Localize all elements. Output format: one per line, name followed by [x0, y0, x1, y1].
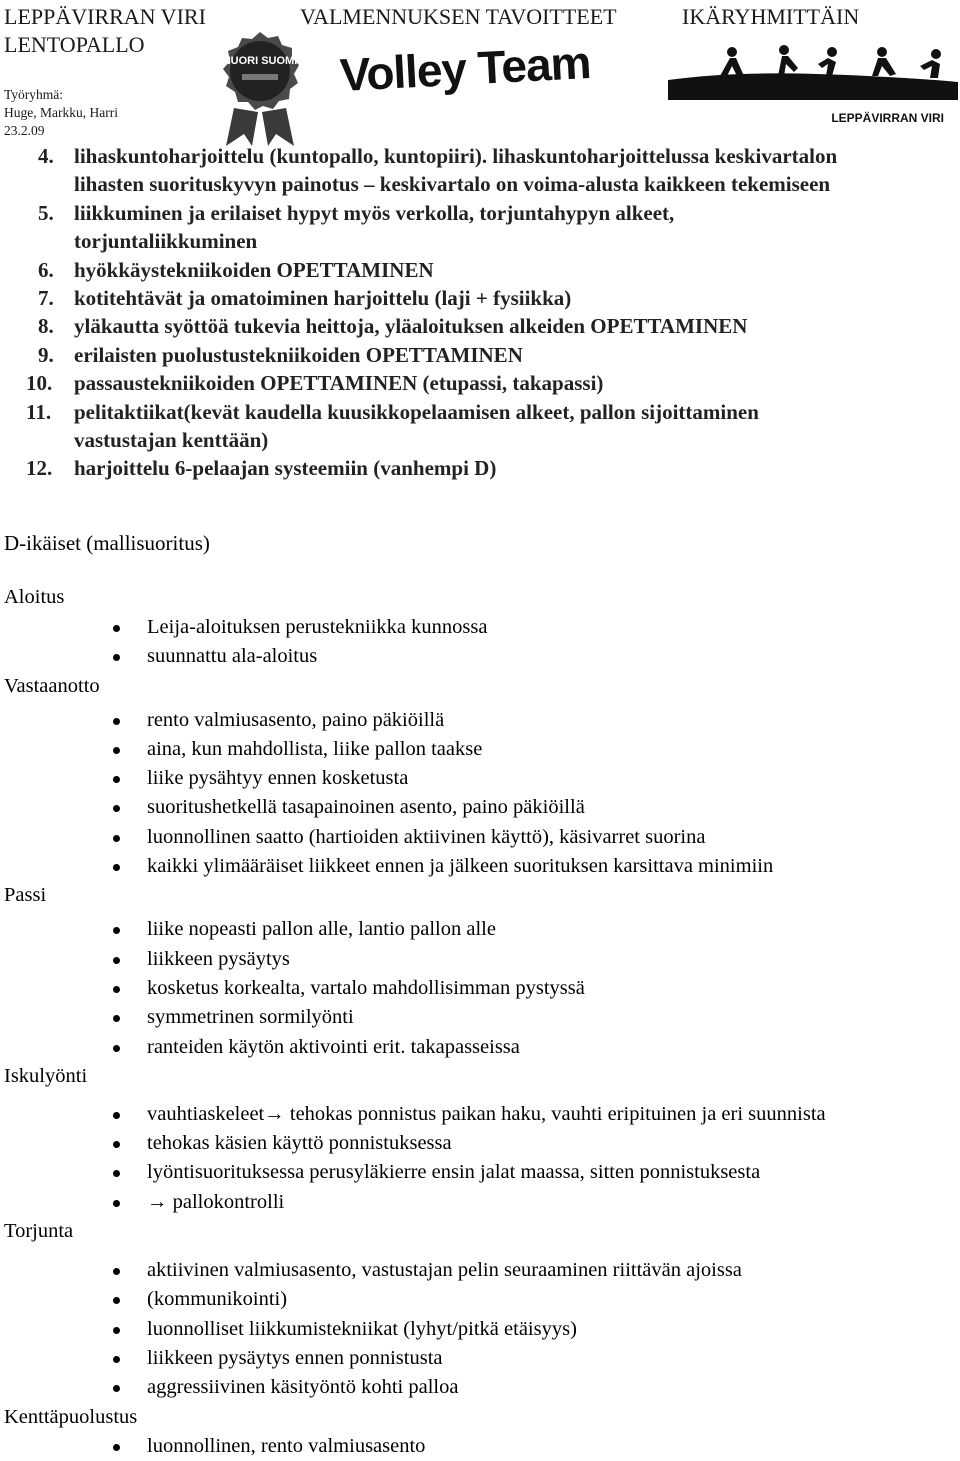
- bullet-item: suoritushetkellä tasapainoinen asento, paino päkiöillä: [0, 793, 960, 822]
- goal-number: 6.: [38, 257, 54, 282]
- bullet-item: kaikki ylimääräiset liikkeet ennen ja jälkeen suorituksen karsittava minimiin: [0, 852, 960, 881]
- bullet-item: vauhtiaskeleet→ tehokas ponnistus paikan haku, vauhti eripituinen ja eri suunnista: [0, 1100, 960, 1129]
- bullet-item: rento valmiusasento, paino päkiöillä: [0, 706, 960, 735]
- goal-text-line: vastustajan kenttään): [74, 428, 269, 453]
- goal-text-line: passaustekniikoiden OPETTAMINEN (etupassi, takapassi): [74, 371, 604, 396]
- bullet-item: kosketus korkealta, vartalo mahdollisimman pystyssä: [0, 974, 960, 1003]
- bullet-item: suunnattu ala-aloitus: [0, 642, 960, 671]
- goal-list-item: [0, 454, 960, 482]
- goal-text-line: lihasten suorituskyvyn painotus – keskivartalo on voima-alusta kaikkeen tekemiseen: [74, 172, 831, 197]
- goal-text-line: lihaskuntoharjoittelu (kuntopallo, kuntopiiri). lihaskuntoharjoittelussa keskivartalon: [74, 144, 838, 168]
- category-item-list: [0, 613, 960, 672]
- goal-text-line: harjoittelu 6-pelaajan systeemiin (vanhempi D): [74, 456, 497, 481]
- goal-text-line: erilaisten puolustustekniikoiden OPETTAMINEN: [74, 342, 523, 367]
- goal-text-line: kotitehtävät ja omatoiminen harjoittelu (laji + fysiikka): [74, 286, 572, 311]
- goal-number: 5.: [38, 200, 54, 225]
- goal-list-item: [0, 341, 960, 369]
- category-heading: Iskulyönti: [4, 1064, 88, 1087]
- bullet-item: luonnollinen saatto (hartioiden aktiivinen käyttö), käsivarret suorina: [0, 823, 960, 852]
- category-item-list: [0, 1256, 960, 1402]
- category-item-list: [0, 915, 960, 1061]
- bullet-item: (kommunikointi): [0, 1285, 960, 1314]
- training-goals-list: [0, 142, 960, 483]
- workgroup-members: Huge, Markku, Harri: [4, 105, 118, 120]
- bullet-item: symmetrinen sormilyönti: [0, 1003, 960, 1032]
- doc-title-age-groups: IKÄRYHMITTÄIN: [682, 4, 860, 29]
- bullet-item: luonnollinen, rento valmiusasento: [0, 1432, 960, 1461]
- category-item-list: [0, 1432, 960, 1461]
- goal-number: 4.: [38, 144, 54, 168]
- bullet-item: tehokas käsien käyttö ponnistuksessa: [0, 1129, 960, 1158]
- category-heading: Kenttäpuolustus: [4, 1405, 138, 1428]
- goal-list-item: [0, 284, 960, 312]
- workgroup-label: Työryhmä:: [4, 87, 64, 102]
- goal-list-item: [0, 256, 960, 284]
- goal-list-item: [0, 312, 960, 340]
- club-sport: LENTOPALLO: [4, 32, 145, 57]
- goal-text-line: yläkautta syöttöä tukevia heittoja, yläaloituksen alkeiden OPETTAMINEN: [74, 314, 748, 339]
- bullet-item: liikkeen pysäytys ennen ponnistusta: [0, 1344, 960, 1373]
- goal-text-line: torjuntaliikkuminen: [74, 229, 258, 254]
- goal-text-line: hyökkäystekniikoiden OPETTAMINEN: [74, 257, 434, 282]
- volley-team-logo: Volley Team: [338, 35, 592, 101]
- bullet-item: → pallokontrolli: [0, 1188, 960, 1217]
- category-heading: Vastaanotto: [4, 674, 100, 697]
- category-heading: Passi: [4, 884, 47, 907]
- bullet-item: aina, kun mahdollista, liike pallon taakse: [0, 735, 960, 764]
- bullet-item: luonnolliset liikkumistekniikat (lyhyt/pitkä etäisyys): [0, 1315, 960, 1344]
- goal-text-line: liikkuminen ja erilaiset hypyt myös verkolla, torjuntahypyn alkeet,: [74, 200, 675, 225]
- badge-logo-text: NUORI SUOMI: [222, 55, 298, 67]
- goal-number: 8.: [38, 314, 54, 339]
- category-heading: Aloitus: [4, 586, 65, 608]
- goal-number: 10.: [26, 371, 53, 396]
- category-item-list: [0, 706, 960, 882]
- skill-categories: [0, 583, 960, 1461]
- doc-title: VALMENNUKSEN TAVOITTEET: [300, 4, 617, 29]
- bullet-item: Leija-aloituksen perustekniikka kunnossa: [0, 613, 960, 642]
- goal-list-item: [0, 199, 960, 256]
- goal-number: 12.: [26, 456, 53, 481]
- bullet-item: aggressiivinen käsityöntö kohti palloa: [0, 1373, 960, 1402]
- leppavirran-viri-logo: [668, 42, 958, 128]
- bullet-item: ranteiden käytön aktivointi erit. takapasseissa: [0, 1033, 960, 1062]
- club-logo-text: LEPPÄVIRRAN VIRI: [831, 111, 944, 125]
- category-item-list: [0, 1100, 960, 1217]
- goal-number: 7.: [38, 286, 54, 311]
- bullet-item: liikkeen pysäytys: [0, 945, 960, 974]
- goal-list-item: [0, 398, 960, 455]
- nuori-suomi-logo: [220, 30, 300, 148]
- goal-text-line: pelitaktiikat(kevät kaudella kuusikkopelaamisen alkeet, pallon sijoittaminen: [74, 399, 759, 424]
- bullet-item: lyöntisuorituksessa perusyläkierre ensin jalat maassa, sitten ponnistuksesta: [0, 1158, 960, 1187]
- category-heading: Torjunta: [4, 1220, 74, 1243]
- goal-number: 11.: [26, 399, 52, 424]
- bullet-item: liike pysähtyy ennen kosketusta: [0, 764, 960, 793]
- section-title: D-ikäiset (mallisuoritus): [4, 531, 210, 555]
- goal-list-item: [0, 369, 960, 397]
- goal-number: 9.: [38, 342, 54, 367]
- bullet-item: aktiivinen valmiusasento, vastustajan pelin seuraaminen riittävän ajoissa: [0, 1256, 960, 1285]
- document-date: 23.2.09: [4, 123, 45, 138]
- club-name: LEPPÄVIRRAN VIRI: [4, 4, 206, 29]
- bullet-item: liike nopeasti pallon alle, lantio pallon alle: [0, 915, 960, 944]
- goal-list-item: [0, 142, 960, 199]
